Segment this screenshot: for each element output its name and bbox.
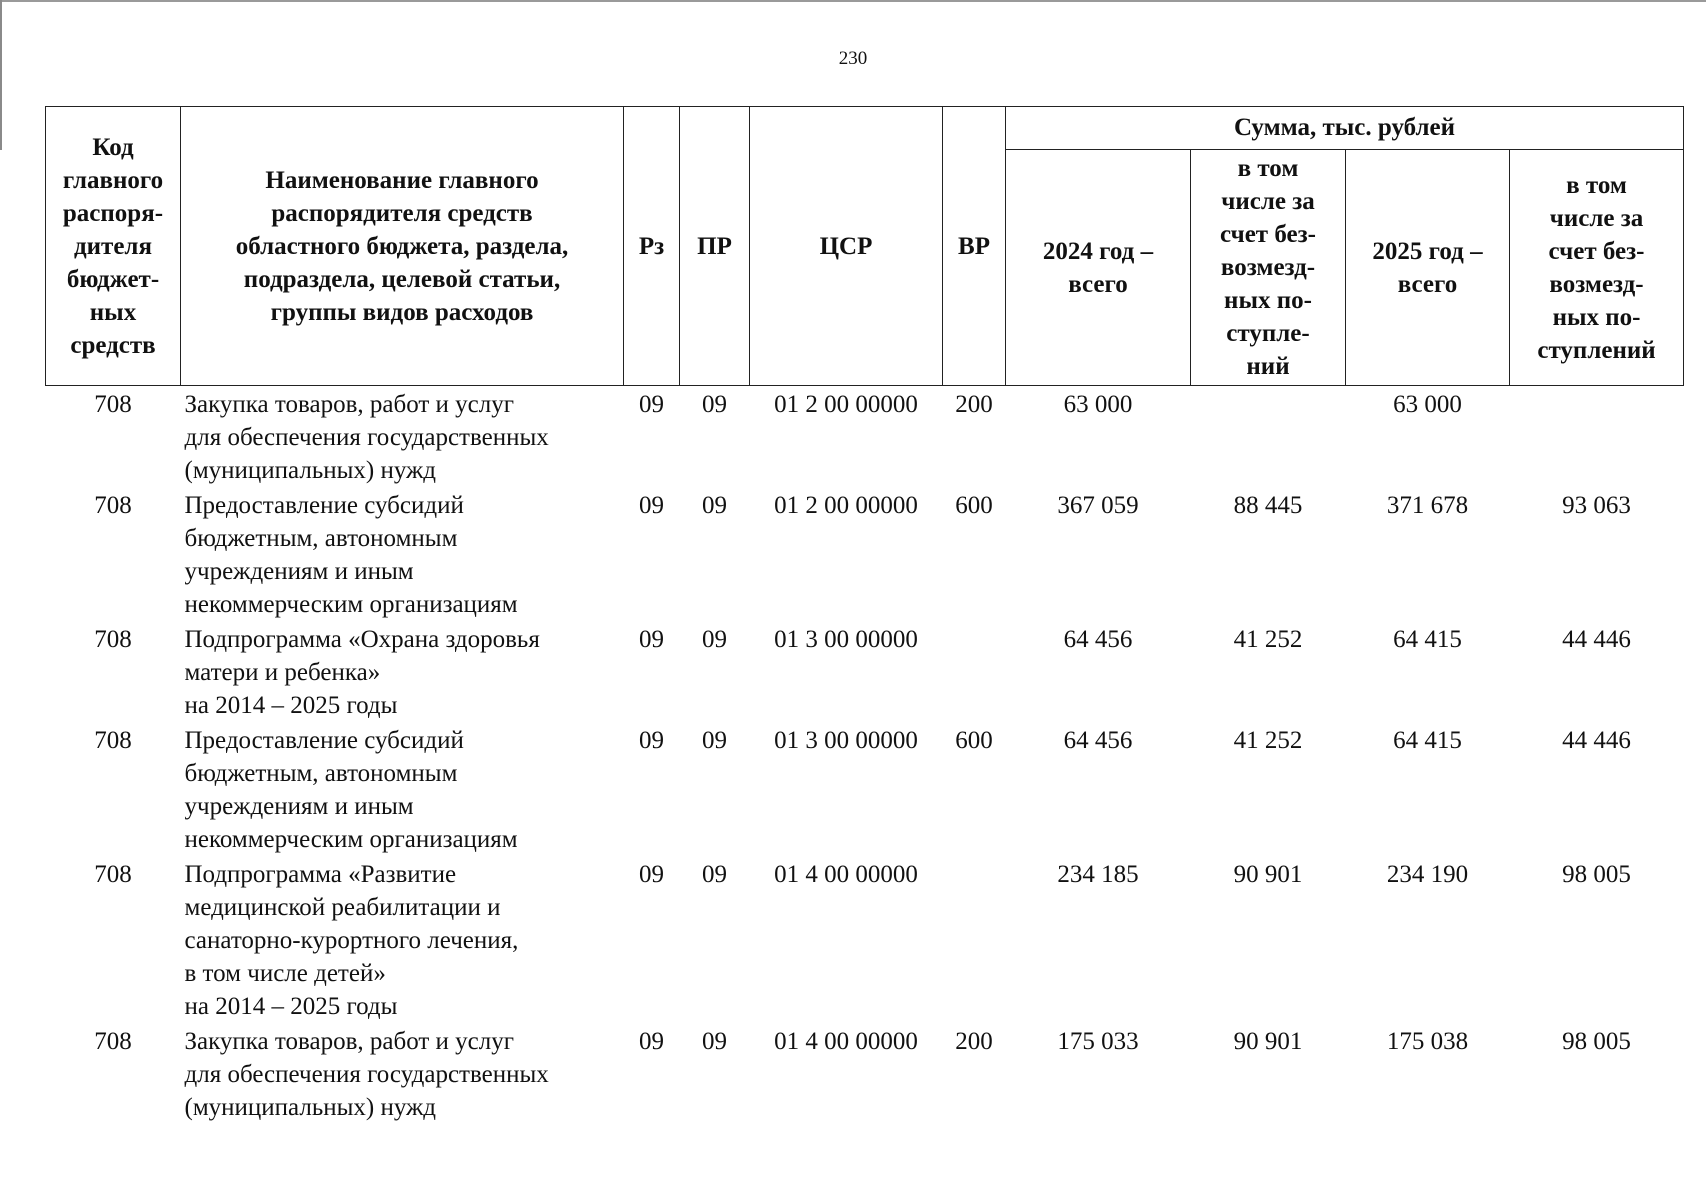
cell-2025-total: 63 000: [1393, 391, 1462, 418]
cell-vr: 600: [955, 492, 993, 519]
scan-edge-left: [0, 0, 2, 150]
cell-pr: 09: [702, 626, 727, 653]
header-sum-group: Сумма, тыс. рублей: [1006, 107, 1684, 150]
cell-vr: 200: [955, 1028, 993, 1055]
cell-vr: [943, 621, 1006, 722]
cell-pr: 09: [702, 861, 727, 888]
cell-2025-total: 175 038: [1386, 1028, 1469, 1055]
cell-2024-gratuitous: 90 901: [1233, 1028, 1303, 1055]
scan-edge-top: [0, 0, 1706, 2]
cell-rz: 09: [639, 492, 664, 519]
cell-name: Закупка товаров, работ и услуг для обеспечения государственных (муниципальных) нужд: [184, 1028, 549, 1121]
cell-code: 708: [94, 391, 132, 418]
cell-2024-gratuitous: 41 252: [1233, 626, 1303, 653]
cell-2024-gratuitous: [1191, 386, 1346, 488]
cell-rz: 09: [639, 1028, 664, 1055]
cell-2025-gratuitous: 93 063: [1562, 492, 1631, 519]
table-row: [46, 487, 1684, 621]
page-number: 230: [838, 48, 868, 69]
cell-pr: 09: [702, 391, 727, 418]
table-row: [46, 621, 1684, 722]
cell-pr: 09: [702, 727, 727, 754]
cell-2024-gratuitous: 90 901: [1233, 861, 1303, 888]
cell-code: 708: [94, 626, 132, 653]
cell-csr: 01 2 00 00000: [774, 492, 918, 519]
header-code: Код главного распоря- дителя бюджет- ных средств: [46, 107, 181, 386]
budget-table: [45, 106, 1684, 1124]
cell-2025-total: 64 415: [1393, 727, 1462, 754]
cell-code: 708: [94, 861, 132, 888]
cell-2024-total: 234 185: [1057, 861, 1139, 888]
cell-2025-gratuitous: 44 446: [1562, 727, 1631, 754]
cell-pr: 09: [702, 1028, 727, 1055]
cell-vr: 200: [955, 391, 993, 418]
cell-2024-total: 64 456: [1063, 626, 1133, 653]
header-csr: ЦСР: [750, 107, 943, 386]
cell-rz: 09: [639, 626, 664, 653]
cell-2024-total: 64 456: [1063, 727, 1133, 754]
cell-csr: 01 3 00 00000: [774, 727, 918, 754]
cell-rz: 09: [639, 391, 664, 418]
cell-code: 708: [94, 1028, 132, 1055]
header-name: Наименование главного распорядителя средств областного бюджета, раздела, подраздела, целевой статьи, группы видов расходов: [181, 107, 624, 386]
cell-rz: 09: [639, 861, 664, 888]
cell-vr: [943, 856, 1006, 1023]
table-header: [46, 107, 1684, 386]
cell-2025-total: 371 678: [1386, 492, 1469, 519]
cell-2025-total: 234 190: [1386, 861, 1469, 888]
header-2025-total: 2025 год – всего: [1346, 150, 1510, 386]
cell-csr: 01 2 00 00000: [774, 391, 918, 418]
cell-csr: 01 4 00 00000: [774, 861, 918, 888]
cell-code: 708: [94, 727, 132, 754]
cell-2025-total: 64 415: [1393, 626, 1462, 653]
cell-pr: 09: [702, 492, 727, 519]
cell-name: Закупка товаров, работ и услуг для обеспечения государственных (муниципальных) нужд: [184, 391, 549, 484]
header-pr: ПР: [680, 107, 750, 386]
cell-code: 708: [94, 492, 132, 519]
header-2024-total: 2024 год – всего: [1006, 150, 1191, 386]
cell-name: Подпрограмма «Охрана здоровья матери и ребенка» на 2014 – 2025 годы: [184, 626, 540, 719]
table-row: [46, 856, 1684, 1023]
cell-name: Подпрограмма «Развитие медицинской реабилитации и санаторно-курортного лечения, в том числе детей» на 2014 – 2025 годы: [184, 861, 519, 1020]
header-2025-gratuitous: в том числе за счет без- возмезд- ных по- ступлений: [1510, 150, 1684, 386]
cell-2025-gratuitous: 98 005: [1562, 1028, 1631, 1055]
cell-2024-total: 175 033: [1057, 1028, 1139, 1055]
cell-csr: 01 4 00 00000: [774, 1028, 918, 1055]
cell-2024-gratuitous: 88 445: [1233, 492, 1303, 519]
cell-2024-gratuitous: 41 252: [1233, 727, 1303, 754]
cell-2024-total: 367 059: [1057, 492, 1139, 519]
header-vr: ВР: [943, 107, 1006, 386]
cell-rz: 09: [639, 727, 664, 754]
cell-name: Предоставление субсидий бюджетным, автономным учреждениям и иным некоммерческим организациям: [184, 492, 518, 618]
table-row: [46, 386, 1684, 488]
table-body: [46, 386, 1684, 1125]
header-2024-gratuitous: в том числе за счет без- возмезд- ных по- ступле- ний: [1191, 150, 1346, 386]
cell-csr: 01 3 00 00000: [774, 626, 918, 653]
cell-2025-gratuitous: 98 005: [1562, 861, 1631, 888]
header-rz: Рз: [624, 107, 680, 386]
table-row: [46, 1023, 1684, 1124]
cell-vr: 600: [955, 727, 993, 754]
cell-2025-gratuitous: 44 446: [1562, 626, 1631, 653]
cell-2024-total: 63 000: [1063, 391, 1133, 418]
table-row: [46, 722, 1684, 856]
cell-2025-gratuitous: [1510, 386, 1684, 488]
cell-name: Предоставление субсидий бюджетным, автономным учреждениям и иным некоммерческим организациям: [184, 727, 518, 853]
